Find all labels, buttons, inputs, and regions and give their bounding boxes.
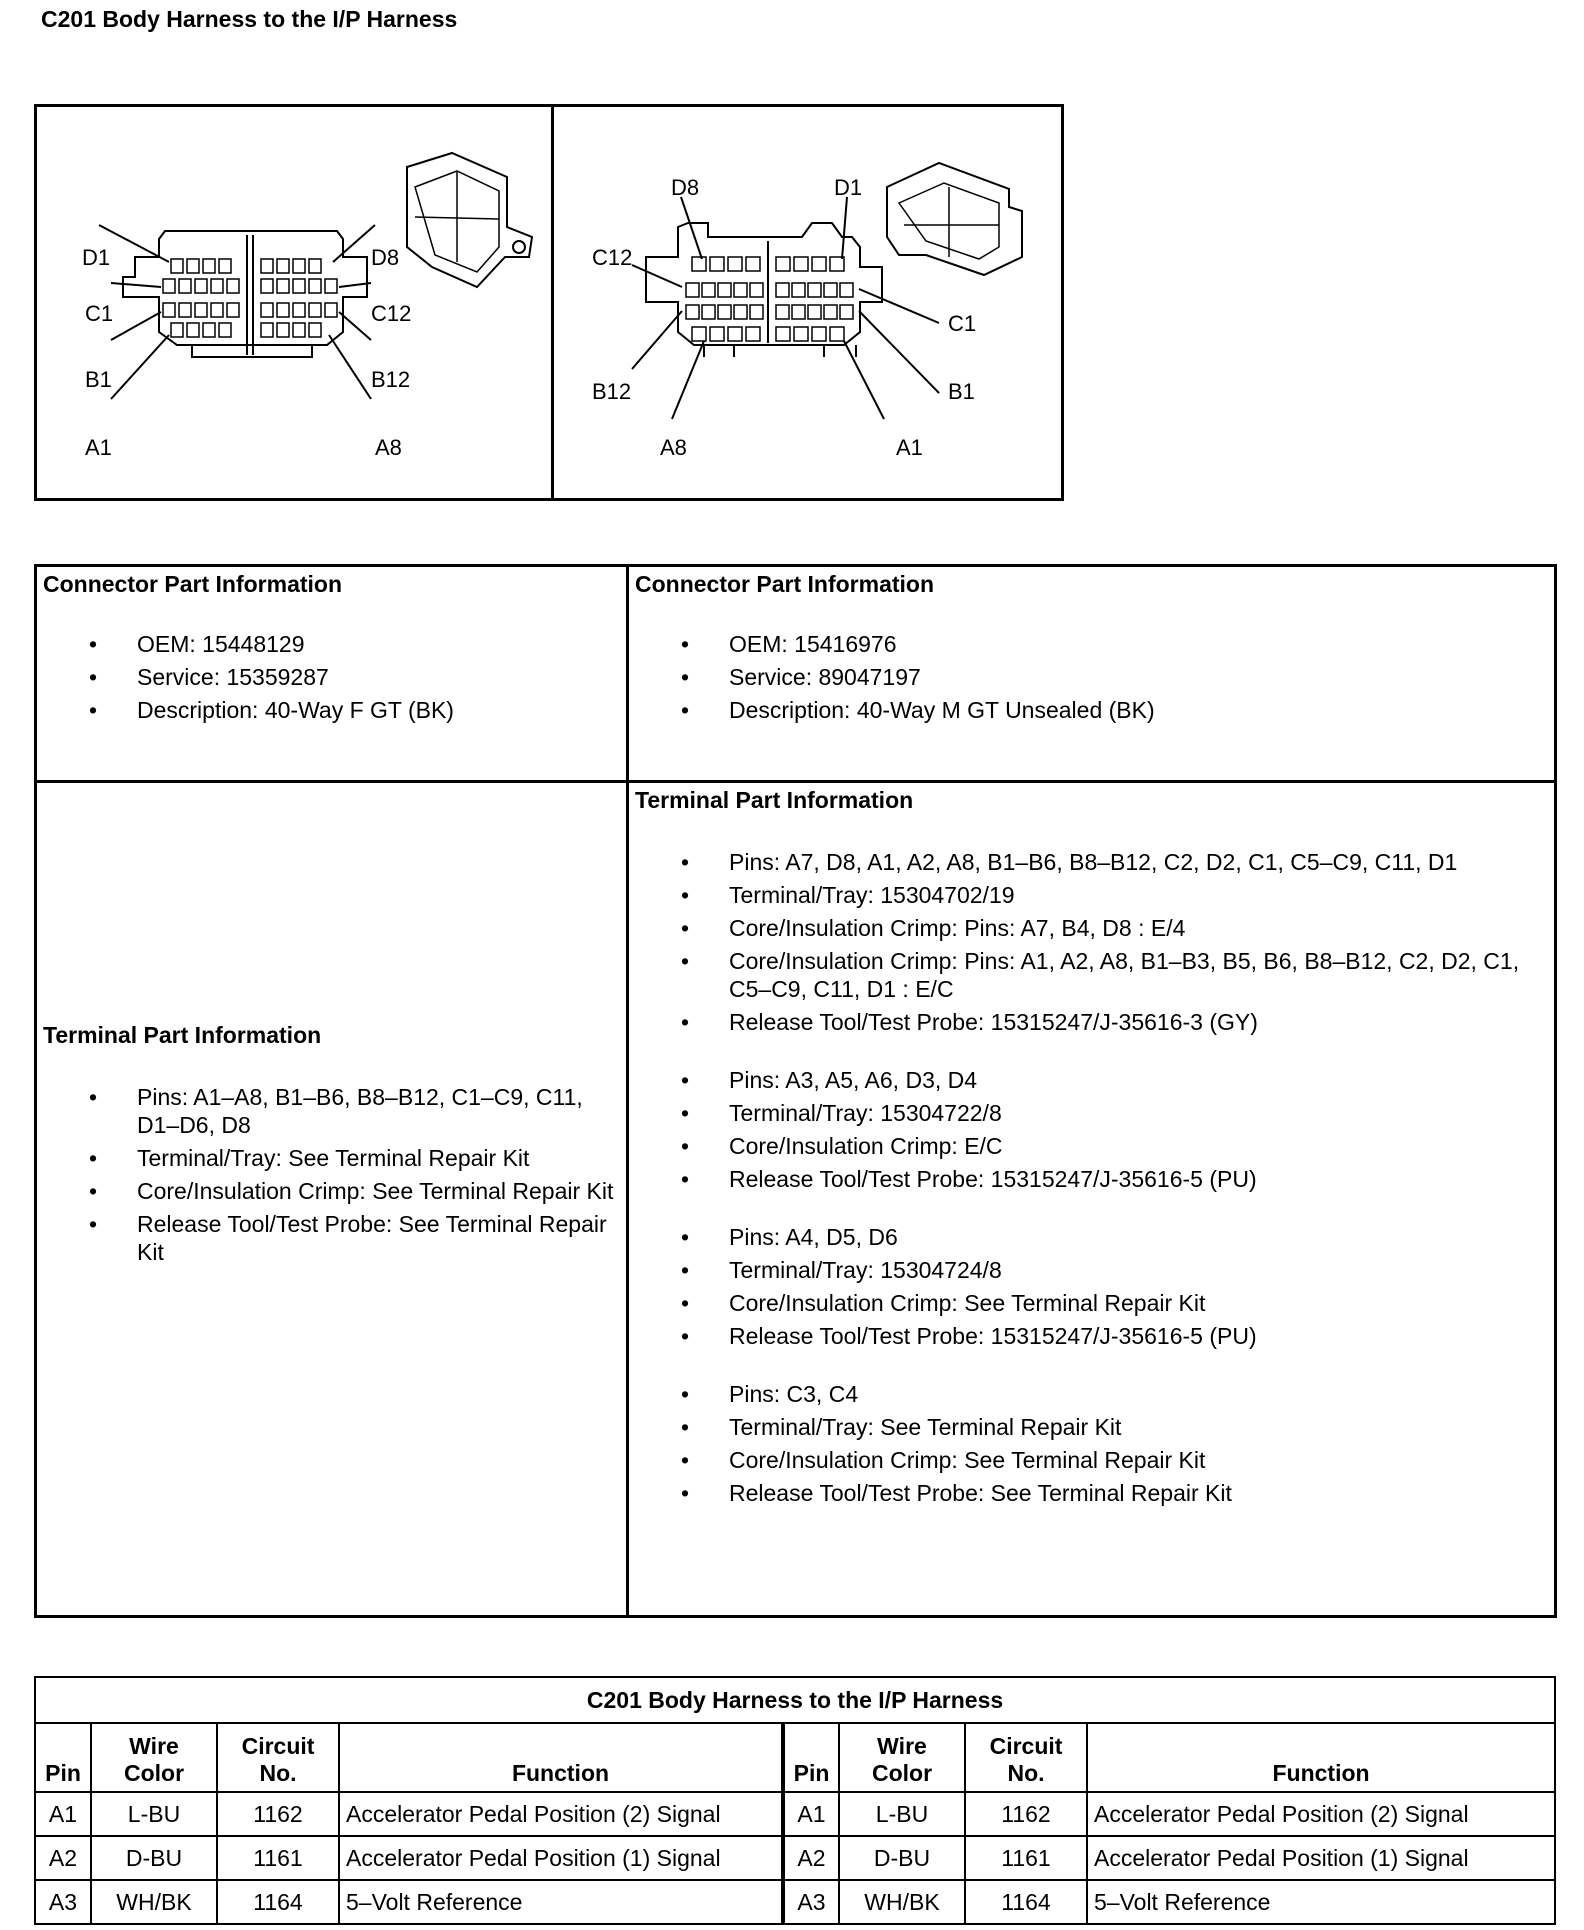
- connector-info-item: • OEM: 15448129: [37, 630, 626, 658]
- wire-color-cell: WH/BK: [91, 1880, 217, 1924]
- pin-label-d8: D8: [371, 245, 400, 270]
- connector-info-cell-right: [628, 566, 1556, 782]
- header-line: Circuit: [241, 1733, 315, 1759]
- terminal-info-item: • Terminal/Tray: See Terminal Repair Kit: [37, 1144, 626, 1172]
- pin-label-b12: B12: [371, 367, 411, 392]
- terminal-info-item: • Release Tool/Test Probe: 15315247/J-35616-5 (PU): [629, 1322, 1554, 1350]
- pin-label-c12: C12: [592, 245, 633, 270]
- connector-info-list: [37, 630, 626, 724]
- terminal-info-item: • Core/Insulation Crimp: Pins: A1, A2, A8, B1–B3, B5, B6, B8–B12, C2, D2, C1, C5–C9, C11, D1 : E/C: [629, 947, 1554, 1003]
- wire-color-cell: WH/BK: [839, 1880, 965, 1924]
- column-header-function: Function: [339, 1723, 783, 1792]
- header-line: No.: [1007, 1760, 1045, 1786]
- table-row: [35, 1836, 1555, 1880]
- terminal-info-item: • Core/Insulation Crimp: See Terminal Repair Kit: [37, 1177, 626, 1205]
- terminal-info-item: • Pins: A4, D5, D6: [629, 1223, 1554, 1251]
- circuit-cell: 1164: [965, 1880, 1087, 1924]
- pin-cell: A2: [35, 1836, 91, 1880]
- pin-label-a8: A8: [375, 435, 402, 460]
- table-row: [35, 1792, 1555, 1836]
- terminal-info-cell-left: [36, 782, 628, 1617]
- column-header-pin: Pin: [35, 1723, 91, 1792]
- connector-info-heading: Connector Part Information: [43, 571, 343, 597]
- terminal-info-item: • Pins: A7, D8, A1, A2, A8, B1–B6, B8–B12, C2, D2, C1, C5–C9, C11, D1: [629, 848, 1554, 876]
- terminal-info-item: • Core/Insulation Crimp: Pins: A7, B4, D8 : E/4: [629, 914, 1554, 942]
- terminal-info-list: [37, 1083, 626, 1266]
- header-line: Wire: [129, 1733, 179, 1759]
- terminal-info-item: • Terminal/Tray: 15304722/8: [629, 1099, 1554, 1127]
- terminal-info-item: • Release Tool/Test Probe: 15315247/J-35616-5 (PU): [629, 1165, 1554, 1193]
- part-info-table: [34, 564, 1557, 1618]
- column-header-pin: Pin: [783, 1723, 839, 1792]
- column-header-circuit-no: [965, 1723, 1087, 1792]
- pin-label-a1: A1: [85, 435, 112, 460]
- connector-info-heading: Connector Part Information: [635, 571, 935, 597]
- wire-color-cell: L-BU: [91, 1792, 217, 1836]
- page-title: C201 Body Harness to the I/P Harness: [41, 6, 458, 32]
- terminal-info-item: • Terminal/Tray: 15304702/19: [629, 881, 1554, 909]
- pin-label-b1: B1: [85, 367, 112, 392]
- function-cell: Accelerator Pedal Position (1) Signal: [1087, 1836, 1555, 1880]
- pin-cell: A1: [35, 1792, 91, 1836]
- connector-view-male: [554, 107, 1061, 498]
- connector-info-item: • Service: 15359287: [37, 663, 626, 691]
- pin-label-c1: C1: [85, 301, 114, 326]
- pinout-title: C201 Body Harness to the I/P Harness: [35, 1677, 1555, 1723]
- terminal-info-group: [629, 848, 1554, 1036]
- terminal-info-item: • Pins: C3, C4: [629, 1380, 1554, 1408]
- terminal-info-item: • Pins: A3, A5, A6, D3, D4: [629, 1066, 1554, 1094]
- terminal-info-item: • Pins: A1–A8, B1–B6, B8–B12, C1–C9, C11, D1–D6, D8: [37, 1083, 626, 1139]
- connector-info-item: • Description: 40-Way F GT (BK): [37, 696, 626, 724]
- terminal-info-group: [629, 1223, 1554, 1350]
- pin-label-b12: B12: [592, 379, 632, 404]
- column-header-function: Function: [1087, 1723, 1555, 1792]
- circuit-cell: 1161: [965, 1836, 1087, 1880]
- terminal-info-item: • Core/Insulation Crimp: See Terminal Repair Kit: [629, 1289, 1554, 1317]
- pin-label-d8: D8: [671, 175, 700, 200]
- function-cell: 5–Volt Reference: [1087, 1880, 1555, 1924]
- pin-cell: A1: [783, 1792, 839, 1836]
- header-line: Circuit: [989, 1733, 1063, 1759]
- circuit-cell: 1162: [965, 1792, 1087, 1836]
- header-line: Color: [123, 1760, 185, 1786]
- pin-label-a1: A1: [896, 435, 923, 460]
- table-row: [35, 1880, 1555, 1924]
- connector-views: [34, 104, 1064, 501]
- connector-info-list: [629, 630, 1554, 724]
- pin-label-a8: A8: [660, 435, 687, 460]
- pin-cell: A2: [783, 1836, 839, 1880]
- function-cell: Accelerator Pedal Position (2) Signal: [339, 1792, 783, 1836]
- pin-cell: A3: [783, 1880, 839, 1924]
- terminal-info-heading: Terminal Part Information: [635, 787, 914, 813]
- terminal-info-item: • Core/Insulation Crimp: E/C: [629, 1132, 1554, 1160]
- function-cell: Accelerator Pedal Position (1) Signal: [339, 1836, 783, 1880]
- terminal-info-cell-right: [628, 782, 1556, 1617]
- pinout-table: [34, 1676, 1556, 1925]
- column-header-circuit-no: [217, 1723, 339, 1792]
- wire-color-cell: L-BU: [839, 1792, 965, 1836]
- connector-info-item: • Description: 40-Way M GT Unsealed (BK): [629, 696, 1554, 724]
- wire-color-cell: D-BU: [839, 1836, 965, 1880]
- circuit-cell: 1164: [217, 1880, 339, 1924]
- connector-view-female: [37, 107, 554, 498]
- connector-info-item: • OEM: 15416976: [629, 630, 1554, 658]
- pin-label-c1: C1: [948, 311, 977, 336]
- male-connector-drawing: [554, 107, 1061, 498]
- column-header-wire-color: [839, 1723, 965, 1792]
- pin-cell: A3: [35, 1880, 91, 1924]
- terminal-info-group: [629, 1066, 1554, 1193]
- pin-label-d1: D1: [834, 175, 863, 200]
- terminal-info-item: • Release Tool/Test Probe: 15315247/J-35616-3 (GY): [629, 1008, 1554, 1036]
- pin-label-c12: C12: [371, 301, 412, 326]
- terminal-info-group: [629, 1380, 1554, 1507]
- header-line: Wire: [877, 1733, 927, 1759]
- header-line: Color: [871, 1760, 933, 1786]
- connector-info-item: • Service: 89047197: [629, 663, 1554, 691]
- connector-info-cell-left: [36, 566, 628, 782]
- wire-color-cell: D-BU: [91, 1836, 217, 1880]
- terminal-info-item: • Core/Insulation Crimp: See Terminal Repair Kit: [629, 1446, 1554, 1474]
- function-cell: 5–Volt Reference: [339, 1880, 783, 1924]
- female-connector-drawing: [37, 107, 548, 498]
- pin-label-b1: B1: [948, 379, 975, 404]
- terminal-info-item: • Terminal/Tray: 15304724/8: [629, 1256, 1554, 1284]
- terminal-info-item: • Release Tool/Test Probe: See Terminal Repair Kit: [629, 1479, 1554, 1507]
- header-line: No.: [259, 1760, 297, 1786]
- terminal-info-item: • Terminal/Tray: See Terminal Repair Kit: [629, 1413, 1554, 1441]
- column-header-wire-color: [91, 1723, 217, 1792]
- circuit-cell: 1162: [217, 1792, 339, 1836]
- function-cell: Accelerator Pedal Position (2) Signal: [1087, 1792, 1555, 1836]
- terminal-info-heading: Terminal Part Information: [43, 1021, 322, 1048]
- pin-label-d1: D1: [82, 245, 111, 270]
- terminal-info-item: • Release Tool/Test Probe: See Terminal Repair Kit: [37, 1210, 626, 1266]
- circuit-cell: 1161: [217, 1836, 339, 1880]
